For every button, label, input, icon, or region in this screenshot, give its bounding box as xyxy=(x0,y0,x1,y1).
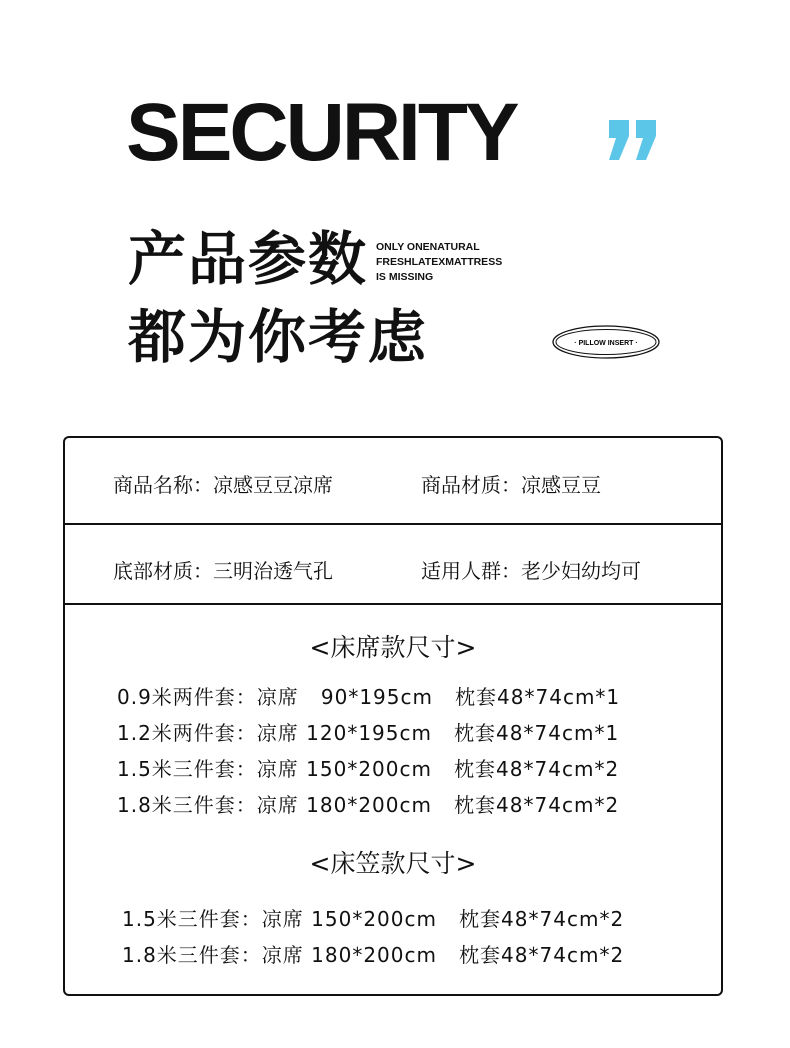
spec-row xyxy=(65,525,721,605)
heading-product-params: 产品参数 xyxy=(128,225,369,293)
size-line: 1.2米两件套：凉席 120*195cm 枕套48*74cm*1 xyxy=(117,721,620,745)
product-material: 商品材质：凉感豆豆 xyxy=(421,473,601,497)
bottom-material: 底部材质：三明治透气孔 xyxy=(113,559,333,583)
badge-label: · PILLOW INSERT · xyxy=(574,340,638,347)
size-line: 1.8米三件套：凉席 180*200cm 枕套48*74cm*2 xyxy=(122,943,625,967)
size-line: 0.9米两件套：凉席 90*195cm 枕套48*74cm*1 xyxy=(117,685,621,709)
product-name: 商品名称：凉感豆豆凉席 xyxy=(113,473,333,497)
tagline-line: IS MISSING xyxy=(376,271,434,283)
spec-row xyxy=(65,438,721,525)
mat-size-heading: <床席款尺寸> xyxy=(309,633,477,662)
tagline-line: FRESHLATEXMATTRESS xyxy=(376,256,503,268)
fitted-size-heading: <床笠款尺寸> xyxy=(309,849,477,878)
english-tagline xyxy=(376,240,502,285)
closing-quote-icon xyxy=(607,120,659,164)
target-users: 适用人群：老少妇幼均可 xyxy=(421,559,641,583)
hero-title: SECURITY xyxy=(126,87,517,178)
heading-considerate: 都为你考虑 xyxy=(128,303,429,371)
spec-table xyxy=(63,436,723,996)
size-line: 1.5米三件套：凉席 150*200cm 枕套48*74cm*2 xyxy=(117,757,620,781)
size-line: 1.5米三件套：凉席 150*200cm 枕套48*74cm*2 xyxy=(122,907,625,931)
size-line: 1.8米三件套：凉席 180*200cm 枕套48*74cm*2 xyxy=(117,793,620,817)
tagline-line: ONLY ONENATURAL xyxy=(376,241,480,253)
pillow-insert-badge xyxy=(551,322,661,362)
